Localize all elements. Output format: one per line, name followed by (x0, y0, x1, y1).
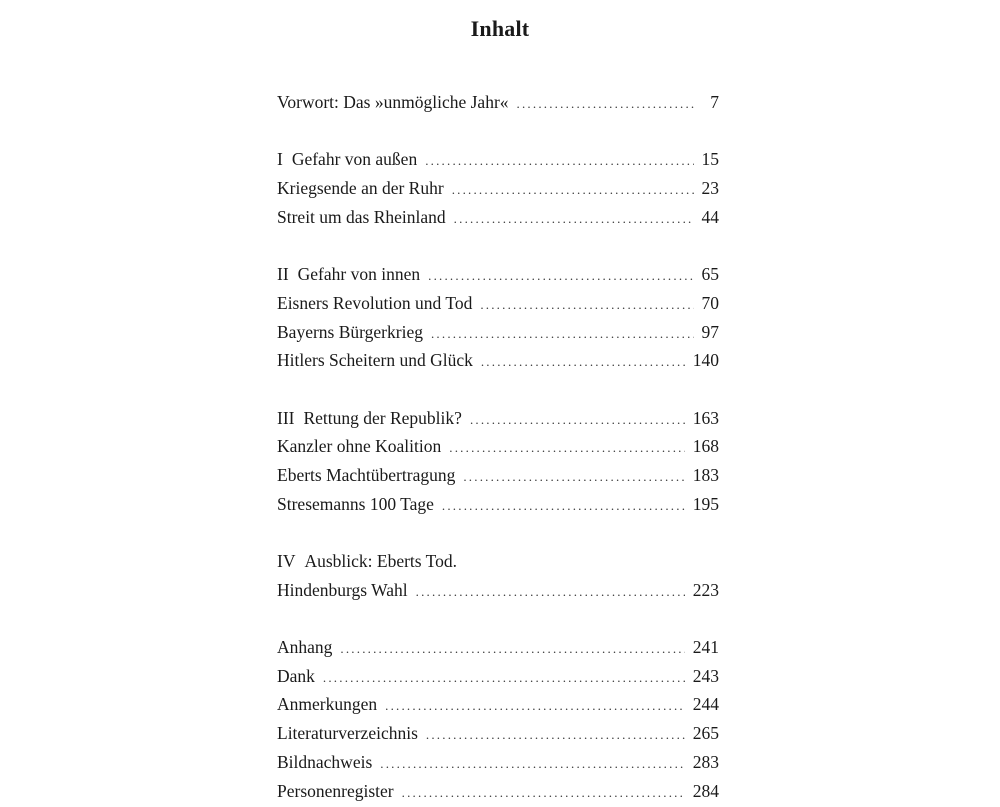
toc-entry[interactable] (277, 346, 719, 375)
toc-section (277, 260, 719, 375)
toc-entry-label: Kanzler ohne Koalition (277, 436, 441, 456)
toc-dot-leader (416, 578, 685, 607)
toc-part-number: III (277, 404, 294, 433)
toc-page-number: 265 (685, 719, 719, 748)
toc-page-number: 23 (694, 174, 720, 203)
toc-entry-label: Eberts Machtübertragung (277, 465, 455, 485)
toc-entry-title (277, 432, 449, 461)
toc-dot-leader (454, 205, 694, 234)
toc-entry-title (277, 404, 470, 433)
toc-page-number: 70 (694, 289, 720, 318)
toc-entry-title (277, 547, 465, 576)
toc-page-number: 223 (685, 576, 719, 605)
toc-page-number: 241 (685, 633, 719, 662)
toc-entry-title (277, 174, 452, 203)
toc-dot-leader (431, 320, 694, 349)
toc-entry[interactable] (277, 404, 719, 433)
toc-entry-title (277, 461, 463, 490)
toc-entry-label: Kriegsende an der Ruhr (277, 178, 444, 198)
toc-section (277, 88, 719, 117)
toc-entry-title (277, 777, 402, 806)
toc-entry-title (277, 719, 426, 748)
toc-section (277, 145, 719, 231)
toc-entry-label: Hindenburgs Wahl (277, 580, 408, 600)
toc-entry[interactable] (277, 145, 719, 174)
toc-entry[interactable] (277, 576, 719, 605)
toc-entry[interactable] (277, 203, 719, 232)
toc-entry-label: Literaturverzeichnis (277, 723, 418, 743)
toc-entry-title (277, 576, 416, 605)
toc-entry[interactable] (277, 88, 719, 117)
toc-dot-leader (402, 779, 685, 807)
toc-entry[interactable] (277, 289, 719, 318)
toc-page-number: 7 (697, 88, 719, 117)
toc-entry[interactable] (277, 719, 719, 748)
toc-page-number: 243 (685, 662, 719, 691)
toc-entry-label: Anhang (277, 637, 332, 657)
toc-entry[interactable] (277, 432, 719, 461)
toc-entry[interactable] (277, 777, 719, 806)
toc-entry[interactable] (277, 547, 719, 576)
toc-entry-label: Rettung der Republik? (303, 408, 461, 428)
toc-dot-leader (480, 291, 693, 320)
toc-entry-label: Gefahr von außen (292, 149, 417, 169)
toc-entry-title (277, 633, 340, 662)
table-of-contents (277, 88, 719, 805)
toc-page-number: 183 (685, 461, 719, 490)
toc-part-number: IV (277, 547, 295, 576)
toc-page-number: 65 (694, 260, 720, 289)
toc-entry-title (277, 690, 385, 719)
toc-page-number: 195 (685, 490, 719, 519)
toc-dot-leader (449, 434, 684, 463)
toc-entry[interactable] (277, 260, 719, 289)
toc-dot-leader (385, 692, 685, 721)
toc-entry-title (277, 203, 454, 232)
toc-page-number: 168 (685, 432, 719, 461)
toc-entry-label: Bildnachweis (277, 752, 372, 772)
toc-entry[interactable] (277, 690, 719, 719)
toc-entry-label: Gefahr von innen (298, 264, 420, 284)
toc-page-number: 97 (694, 318, 720, 347)
toc-page-number: 163 (685, 404, 719, 433)
toc-dot-leader (340, 635, 684, 664)
toc-entry-title (277, 88, 517, 117)
toc-entry-title (277, 662, 323, 691)
toc-entry-title (277, 145, 425, 174)
toc-entry-title (277, 289, 480, 318)
toc-entry-title (277, 318, 431, 347)
toc-dot-leader (463, 463, 684, 492)
toc-entry[interactable] (277, 490, 719, 519)
toc-entry-title (277, 260, 428, 289)
toc-dot-leader (517, 90, 697, 119)
toc-entry[interactable] (277, 633, 719, 662)
toc-entry[interactable] (277, 318, 719, 347)
toc-part-number: I (277, 145, 283, 174)
toc-page-number: 15 (694, 145, 720, 174)
toc-entry-label: Bayerns Bürgerkrieg (277, 322, 423, 342)
toc-dot-leader (481, 348, 685, 377)
toc-entry-label: Vorwort: Das »unmögliche Jahr« (277, 92, 509, 112)
toc-entry-label: Stresemanns 100 Tage (277, 494, 434, 514)
toc-section (277, 547, 719, 604)
toc-entry-label: Eisners Revolution und Tod (277, 293, 472, 313)
toc-dot-leader (425, 147, 693, 176)
toc-part-number: II (277, 260, 289, 289)
toc-page-number: 140 (685, 346, 719, 375)
toc-entry-label: Dank (277, 666, 315, 686)
toc-entry-label: Personenregister (277, 781, 394, 801)
toc-page-number: 44 (694, 203, 720, 232)
toc-dot-leader (426, 721, 685, 750)
toc-entry-label: Hitlers Scheitern und Glück (277, 350, 473, 370)
toc-entry[interactable] (277, 748, 719, 777)
toc-page-number: 283 (685, 748, 719, 777)
toc-dot-leader (428, 262, 693, 291)
toc-entry[interactable] (277, 662, 719, 691)
toc-entry-label: Ausblick: Eberts Tod. (304, 551, 457, 571)
toc-page-number: 244 (685, 690, 719, 719)
toc-entry-title (277, 748, 380, 777)
toc-dot-leader (452, 176, 694, 205)
toc-dot-leader (442, 492, 685, 521)
toc-entry-label: Anmerkungen (277, 694, 377, 714)
toc-entry-title (277, 346, 481, 375)
toc-entry[interactable] (277, 174, 719, 203)
toc-entry-title (277, 490, 442, 519)
toc-dot-leader (380, 750, 684, 779)
toc-section (277, 633, 719, 805)
toc-page-number: 284 (685, 777, 719, 806)
toc-dot-leader (323, 664, 685, 693)
toc-entry[interactable] (277, 461, 719, 490)
page-title: Inhalt (0, 14, 1000, 44)
toc-section (277, 404, 719, 519)
toc-entry-label: Streit um das Rheinland (277, 207, 446, 227)
toc-dot-leader (470, 406, 685, 435)
